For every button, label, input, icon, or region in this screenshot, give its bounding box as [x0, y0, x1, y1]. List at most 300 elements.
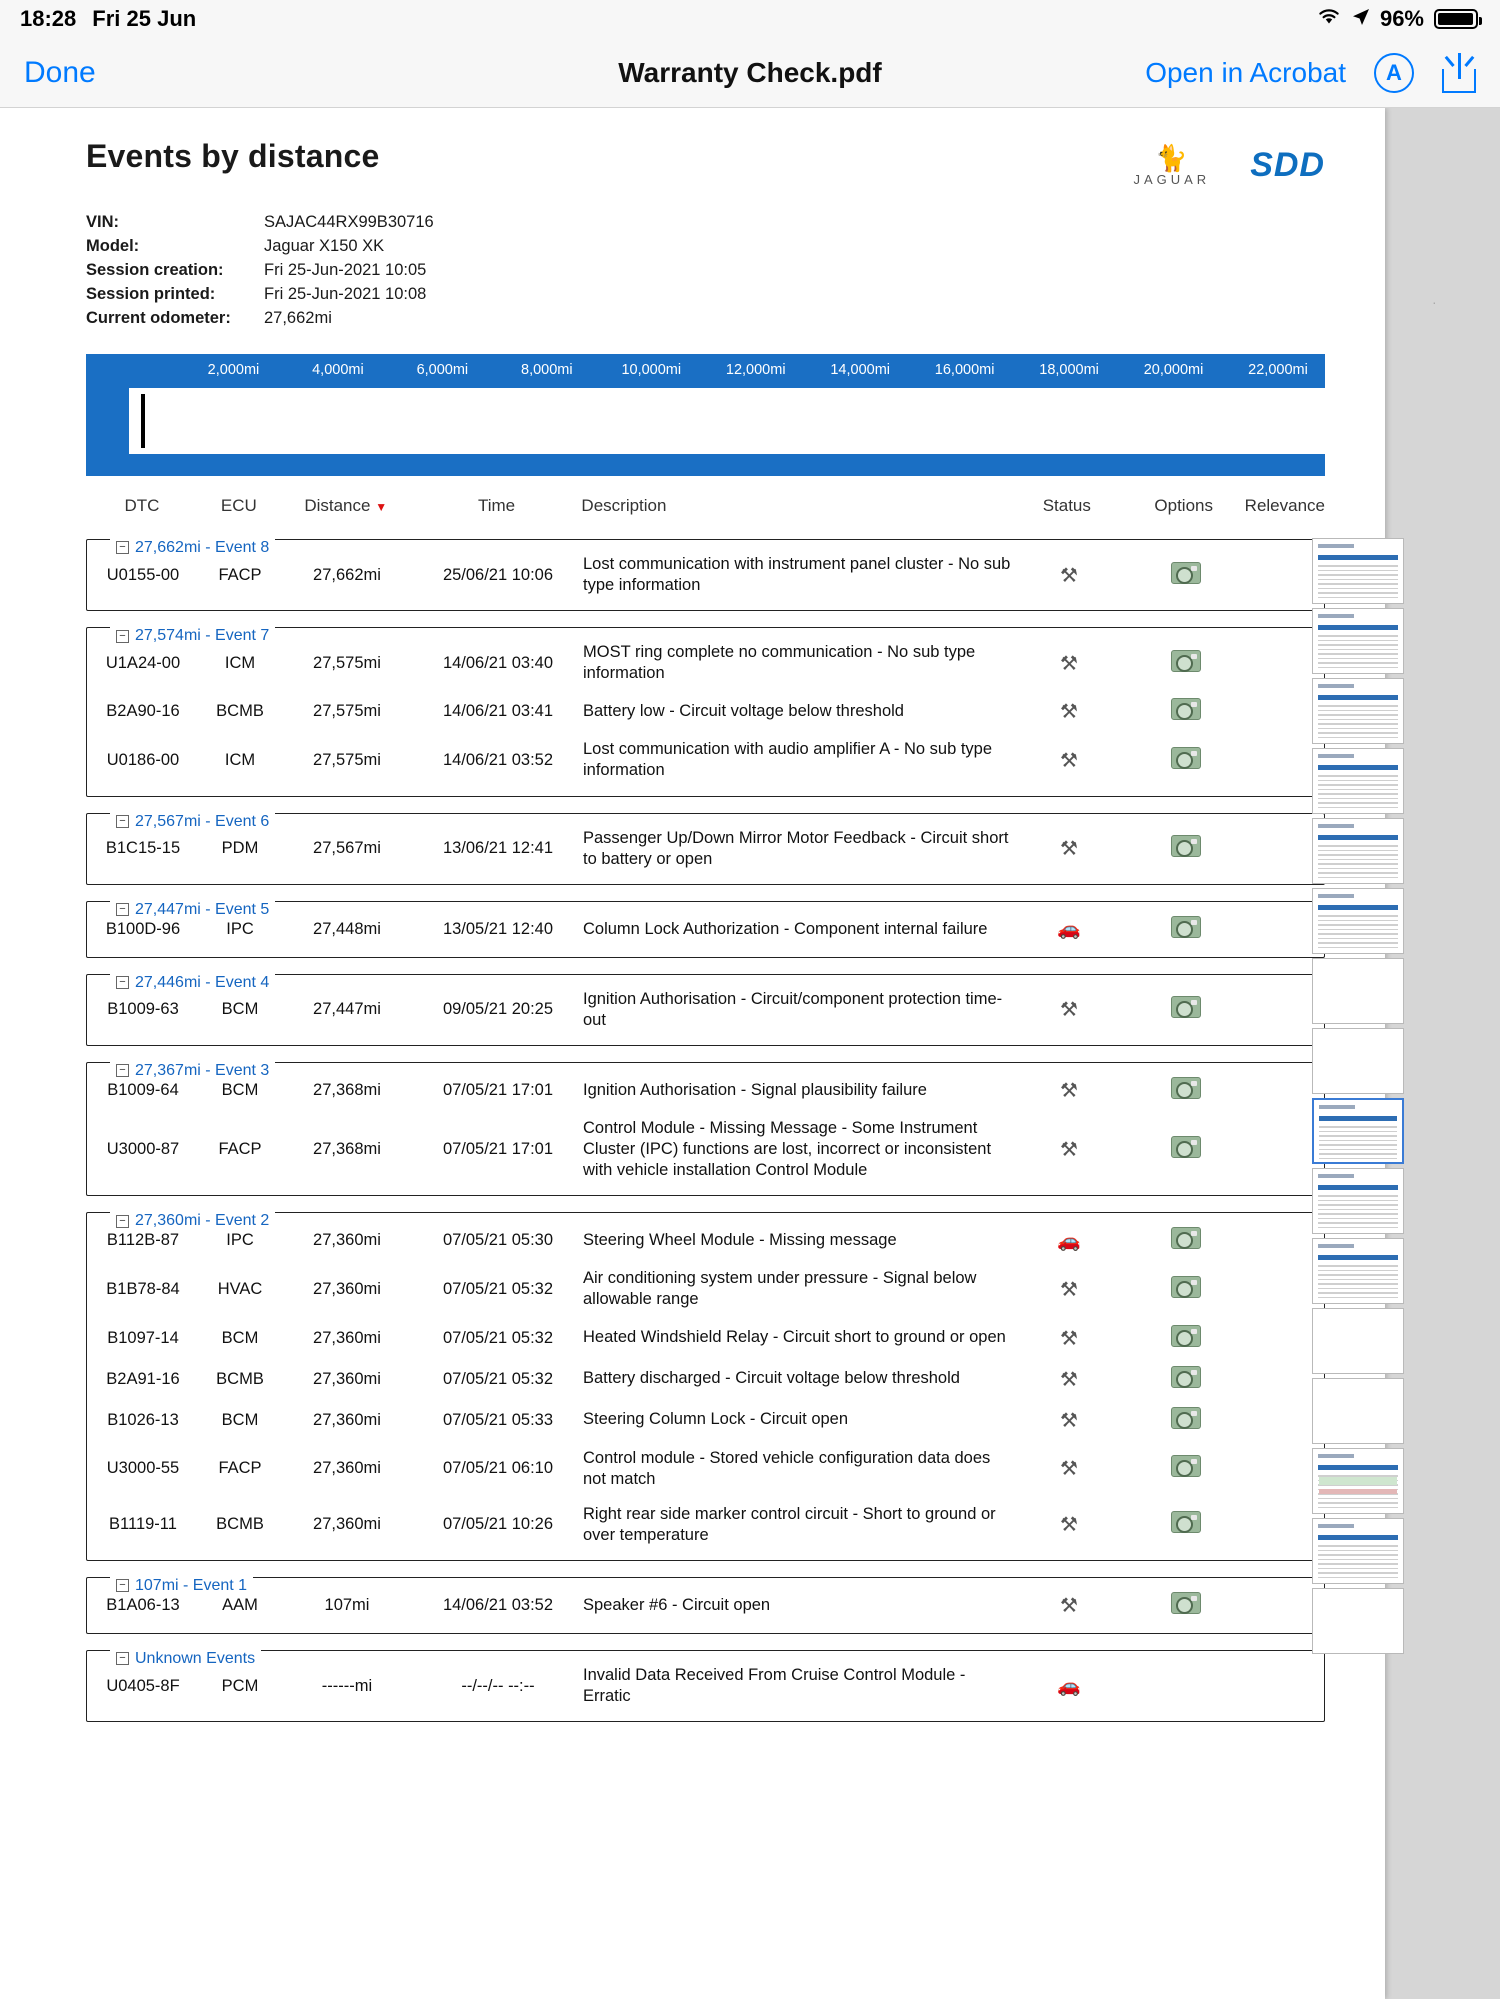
event-group-label: 27,360mi - Event 2	[135, 1212, 270, 1230]
meta-key: Session printed:	[86, 284, 216, 303]
cell-description: Battery discharged - Circuit voltage below threshold	[583, 1369, 960, 1388]
thumb-line	[1318, 924, 1398, 926]
thumb-line	[1318, 1270, 1398, 1272]
cell-dtc: B1009-64	[107, 1080, 179, 1099]
event-group-label: 107mi - Event 1	[135, 1576, 248, 1594]
scale-tick: 12,000mi	[725, 361, 786, 378]
cell-time: 07/05/21 05:30	[442, 1231, 554, 1250]
sort-descending-icon: ▼	[375, 499, 388, 514]
thumb-line	[1318, 1227, 1398, 1229]
thumb-band	[1319, 1116, 1397, 1121]
thumb-line	[1318, 920, 1398, 922]
event-group-header[interactable]	[110, 901, 275, 919]
col-ecu[interactable]: ECU	[220, 495, 257, 515]
cell-time: 14/06/21 03:52	[442, 1595, 554, 1614]
thumb-line	[1318, 583, 1398, 585]
cell-time: 14/06/21 03:41	[442, 702, 554, 721]
thumb-line	[1318, 662, 1398, 664]
event-group-label: 27,567mi - Event 6	[135, 812, 270, 830]
page-thumbnail[interactable]	[1312, 1518, 1404, 1584]
cell-distance: 27,567mi	[313, 839, 381, 858]
cell-dtc: U0186-00	[106, 750, 180, 769]
meta-value: Jaguar X150 XK	[264, 236, 385, 255]
wrench-icon[interactable]: ⚒	[1060, 701, 1078, 724]
thumb-line	[1319, 1140, 1397, 1142]
col-distance-label: Distance	[304, 495, 371, 515]
page-corner-mark-right: ·	[1432, 294, 1437, 310]
cell-ecu: HVAC	[217, 1279, 263, 1298]
event-group-header[interactable]	[110, 974, 275, 992]
cell-time: 07/05/21 10:26	[442, 1515, 554, 1534]
thumb-line	[1319, 1131, 1397, 1133]
cell-dtc: U1A24-00	[105, 653, 181, 672]
thumb-line	[1318, 723, 1398, 725]
thumb-line	[1318, 863, 1398, 865]
document-title: Warranty Check.pdf	[618, 56, 882, 88]
cell-dtc: U3000-55	[106, 1459, 180, 1478]
thumb-line	[1318, 570, 1398, 572]
thumb-header-bar	[1318, 894, 1354, 898]
meta-value: Fri 25-Jun-2021 10:08	[264, 284, 427, 303]
cell-time: 14/06/21 03:52	[442, 750, 554, 769]
cell-time: 07/05/21 17:01	[442, 1140, 554, 1159]
cell-ecu: ICM	[224, 653, 256, 672]
cell-distance: 27,360mi	[313, 1515, 381, 1534]
thumb-band	[1318, 695, 1398, 700]
col-distance[interactable]	[280, 480, 412, 530]
event-group-label: Unknown Events	[135, 1649, 256, 1667]
thumb-line	[1318, 1572, 1398, 1574]
thumb-line	[1318, 732, 1398, 734]
collapse-icon[interactable]: −	[116, 1215, 129, 1228]
jaguar-wordmark: JAGUAR	[1133, 171, 1211, 187]
cell-ecu: BCM	[221, 1080, 259, 1099]
thumb-line	[1318, 1279, 1398, 1281]
page-thumbnail[interactable]	[1312, 1308, 1404, 1374]
page-thumbnail[interactable]	[1312, 888, 1404, 954]
thumb-line	[1318, 565, 1398, 567]
thumb-line	[1318, 877, 1398, 879]
jaguar-leaper-icon: 🐈	[1155, 143, 1189, 173]
thumb-line	[1318, 784, 1398, 786]
open-in-acrobat-button[interactable]: Open in Acrobat	[1145, 56, 1346, 88]
status-date: Fri 25 Jun	[92, 6, 197, 31]
cell-dtc: B1A06-13	[106, 1595, 180, 1614]
thumb-line	[1318, 1204, 1398, 1206]
thumb-line	[1318, 1577, 1398, 1579]
thumb-line	[1318, 588, 1398, 590]
cell-time: 07/05/21 17:01	[442, 1080, 554, 1099]
wrench-icon[interactable]: ⚒	[1060, 1458, 1078, 1481]
col-description[interactable]: Description	[581, 495, 667, 515]
cell-description: Invalid Data Received From Cruise Control Module - Erratic	[583, 1665, 966, 1706]
page-thumbnail[interactable]	[1312, 1098, 1404, 1164]
meta-key: VIN:	[86, 212, 119, 231]
page-thumbnail[interactable]	[1312, 608, 1404, 674]
thumb-line	[1318, 915, 1398, 917]
thumb-header-bar	[1319, 1105, 1355, 1109]
thumb-header-bar	[1318, 1524, 1354, 1528]
cell-time: 07/05/21 05:32	[442, 1279, 554, 1298]
cell-distance: ------mi	[321, 1676, 373, 1695]
thumb-line	[1318, 1554, 1398, 1556]
thumb-line	[1318, 1559, 1398, 1561]
page-thumbnail[interactable]	[1312, 1238, 1404, 1304]
thumb-band	[1318, 765, 1398, 770]
cell-time: 13/05/21 12:40	[442, 919, 554, 938]
wrench-icon[interactable]: ⚒	[1060, 999, 1078, 1022]
meta-value: Fri 25-Jun-2021 10:05	[264, 260, 427, 279]
thumb-band	[1318, 835, 1398, 840]
collapse-icon[interactable]: −	[116, 815, 129, 828]
meta-key: Model:	[86, 236, 140, 255]
cell-description: Heated Windshield Relay - Circuit short to ground or open	[583, 1328, 1006, 1347]
wrench-icon[interactable]: ⚒	[1060, 1278, 1078, 1301]
cell-description: Lost communication with audio amplifier A - No sub type information	[583, 740, 993, 780]
cell-time: 07/05/21 05:32	[442, 1328, 554, 1347]
thumb-line	[1318, 854, 1398, 856]
event-group-label: 27,574mi - Event 7	[135, 627, 270, 645]
wrench-icon[interactable]: ⚒	[1060, 1327, 1078, 1350]
thumb-highlight	[1319, 1477, 1397, 1485]
thumb-line	[1318, 798, 1398, 800]
wrench-icon[interactable]: ⚒	[1060, 1594, 1078, 1617]
vehicle-icon[interactable]: 🚗	[1057, 1230, 1081, 1252]
done-button[interactable]: Done	[24, 55, 96, 89]
page-thumbnail[interactable]	[1312, 1588, 1404, 1654]
cell-dtc: U0405-8F	[106, 1676, 180, 1695]
col-relevance[interactable]: Relevance	[1244, 495, 1325, 515]
cell-dtc: B1026-13	[107, 1410, 179, 1429]
thumb-line	[1319, 1158, 1397, 1160]
cell-description: Ignition Authorisation - Circuit/component protection time-out	[583, 989, 1003, 1029]
scale-tick: 8,000mi	[521, 361, 573, 378]
timeline-marker	[141, 394, 145, 448]
meta-value: SAJAC44RX99B30716	[264, 212, 434, 231]
thumb-line	[1318, 653, 1398, 655]
event-group-header[interactable]	[110, 627, 275, 645]
cell-time: 07/05/21 05:33	[442, 1410, 554, 1429]
thumb-line	[1318, 574, 1398, 576]
thumb-header-bar	[1318, 824, 1354, 828]
cell-dtc: B2A91-16	[106, 1369, 180, 1388]
cell-distance: 27,575mi	[313, 702, 381, 721]
cell-dtc: B1097-14	[107, 1328, 179, 1347]
cell-distance: 27,360mi	[313, 1231, 381, 1250]
pdf-viewer[interactable]	[0, 108, 1500, 1999]
cell-ecu: BCMB	[216, 702, 264, 721]
thumb-line	[1318, 710, 1398, 712]
cell-ecu: IPC	[226, 919, 254, 938]
wrench-icon[interactable]: ⚒	[1060, 1368, 1078, 1391]
event-group-header[interactable]	[110, 1062, 275, 1080]
thumb-line	[1318, 1545, 1398, 1547]
page-thumbnail[interactable]	[1312, 538, 1404, 604]
cell-ecu: BCM	[221, 1410, 259, 1429]
thumb-line	[1318, 1288, 1398, 1290]
status-time: 18:28	[20, 6, 77, 31]
collapse-icon[interactable]: −	[116, 903, 129, 916]
collapse-icon[interactable]: −	[116, 1064, 129, 1077]
page-thumbnail[interactable]	[1312, 678, 1404, 744]
wrench-icon[interactable]: ⚒	[1060, 838, 1078, 861]
thumb-line	[1318, 933, 1398, 935]
thumb-header-bar	[1318, 754, 1354, 758]
cell-distance: 27,447mi	[313, 1000, 381, 1019]
event-group-header[interactable]	[110, 1650, 261, 1668]
cell-time: 07/05/21 06:10	[442, 1459, 554, 1478]
thumb-line	[1319, 1153, 1397, 1155]
col-dtc[interactable]: DTC	[124, 495, 160, 515]
wrench-icon[interactable]: ⚒	[1060, 652, 1078, 675]
wrench-icon[interactable]: ⚒	[1060, 1079, 1078, 1102]
wifi-icon	[1316, 6, 1342, 32]
thumb-header-bar	[1318, 1174, 1354, 1178]
col-options[interactable]: Options	[1154, 495, 1213, 515]
thumb-line	[1318, 597, 1398, 599]
scale-tick: 4,000mi	[312, 361, 364, 378]
thumb-line	[1318, 649, 1398, 651]
thumb-line	[1318, 789, 1398, 791]
thumb-band	[1318, 1185, 1398, 1190]
thumb-header-bar	[1318, 544, 1354, 548]
cell-distance: 27,368mi	[313, 1140, 381, 1159]
cell-dtc: U3000-87	[106, 1140, 180, 1159]
thumb-line	[1318, 1265, 1398, 1267]
thumb-header-bar	[1318, 1454, 1354, 1458]
thumb-line	[1318, 1218, 1398, 1220]
scale-tick: 20,000mi	[1143, 361, 1204, 378]
cell-distance: 27,360mi	[313, 1328, 381, 1347]
thumb-line	[1318, 850, 1398, 852]
thumb-line	[1318, 780, 1398, 782]
thumb-line	[1319, 1149, 1397, 1151]
col-status[interactable]: Status	[1042, 495, 1091, 515]
page-thumbnail[interactable]	[1312, 1448, 1404, 1514]
thumb-line	[1318, 859, 1398, 861]
cell-description: Ignition Authorisation - Signal plausibility failure	[583, 1080, 927, 1099]
thumb-line	[1318, 793, 1398, 795]
cell-dtc: B100D-96	[105, 919, 181, 938]
thumb-line	[1318, 1209, 1398, 1211]
thumb-line	[1318, 640, 1398, 642]
cell-description: MOST ring complete no communication - No sub type information	[583, 643, 976, 683]
thumb-line	[1318, 1498, 1398, 1500]
cell-distance: 107mi	[324, 1595, 370, 1614]
cell-dtc: B112B-87	[106, 1231, 180, 1250]
thumb-line	[1318, 1292, 1398, 1294]
cell-time: 13/06/21 12:41	[442, 839, 554, 858]
cell-ecu: PDM	[221, 839, 259, 858]
cell-time: --/--/-- --:--	[461, 1676, 535, 1695]
cell-time: 09/05/21 20:25	[442, 1000, 554, 1019]
collapse-icon[interactable]: −	[116, 976, 129, 989]
scale-tick: 10,000mi	[621, 361, 682, 378]
thumb-line	[1318, 929, 1398, 931]
thumb-band	[1318, 905, 1398, 910]
scale-tick: 22,000mi	[1248, 361, 1308, 378]
col-time[interactable]: Time	[477, 495, 516, 515]
cell-dtc: B1119-11	[109, 1515, 177, 1534]
cell-distance: 27,368mi	[313, 1080, 381, 1099]
scale-tick: 6,000mi	[416, 361, 469, 378]
event-group-label: 27,662mi - Event 8	[135, 538, 270, 556]
thumb-line	[1318, 1195, 1398, 1197]
event-group-header[interactable]	[110, 813, 275, 831]
page-thumbnail-strip[interactable]	[1020, 108, 1500, 1999]
thumb-line	[1318, 1550, 1398, 1552]
collapse-icon[interactable]: −	[116, 630, 129, 643]
thumb-line	[1318, 868, 1398, 870]
cell-ecu: BCMB	[216, 1515, 264, 1534]
wrench-icon[interactable]: ⚒	[1060, 564, 1078, 587]
thumb-band	[1318, 1255, 1398, 1260]
cell-description: Control module - Stored vehicle configuration data does not match	[583, 1448, 991, 1488]
cell-ecu: BCMB	[216, 1369, 264, 1388]
cell-description: Air conditioning system under pressure - Signal below allowable range	[583, 1269, 977, 1309]
thumb-line	[1318, 802, 1398, 804]
battery-icon	[1434, 9, 1478, 29]
cell-time: 14/06/21 03:40	[442, 653, 554, 672]
thumb-line	[1318, 1507, 1398, 1509]
cell-description: Battery low - Circuit voltage below threshold	[583, 702, 904, 721]
wrench-icon[interactable]: ⚒	[1060, 1514, 1078, 1537]
thumb-line	[1318, 579, 1398, 581]
cell-distance: 27,360mi	[313, 1410, 381, 1429]
cell-description: Control Module - Missing Message - Some Instrument Cluster (IPC) functions are lost, incorrect or inconsistent with vehicle installation Control Module	[583, 1118, 992, 1180]
vehicle-icon[interactable]: 🚗	[1057, 1676, 1081, 1698]
ios-status-bar	[0, 0, 1500, 38]
thumb-line	[1318, 705, 1398, 707]
meta-key: Session creation:	[86, 260, 224, 279]
thumb-line	[1319, 1144, 1397, 1146]
thumb-band	[1318, 625, 1398, 630]
event-group-label: 27,446mi - Event 4	[135, 973, 270, 991]
cell-distance: 27,360mi	[313, 1459, 381, 1478]
cell-distance: 27,662mi	[313, 565, 381, 584]
thumb-line	[1318, 1568, 1398, 1570]
thumb-line	[1318, 644, 1398, 646]
cell-ecu: BCM	[221, 1000, 259, 1019]
page-thumbnail[interactable]	[1312, 1378, 1404, 1444]
thumb-line	[1318, 947, 1398, 949]
cell-distance: 27,448mi	[313, 919, 381, 938]
thumb-band	[1318, 1465, 1398, 1470]
location-arrow-icon	[1352, 6, 1370, 32]
cell-dtc: B1009-63	[107, 1000, 179, 1019]
page-thumbnail[interactable]	[1312, 748, 1404, 814]
collapse-icon[interactable]: −	[116, 541, 129, 554]
cell-time: 07/05/21 05:32	[442, 1369, 554, 1388]
cell-dtc: U0155-00	[106, 565, 180, 584]
thumb-line	[1318, 1213, 1398, 1215]
cell-time: 25/06/21 10:06	[442, 565, 554, 584]
page-thumbnail[interactable]	[1312, 958, 1404, 1024]
thumb-line	[1318, 942, 1398, 944]
thumb-line	[1318, 938, 1398, 940]
thumb-line	[1318, 775, 1398, 777]
cell-ecu: BCM	[221, 1328, 259, 1347]
cell-description: Passenger Up/Down Mirror Motor Feedback - Circuit short to battery or open	[583, 828, 1009, 868]
thumb-line	[1318, 1200, 1398, 1202]
page-thumbnail[interactable]	[1312, 1028, 1404, 1094]
cell-ecu: ICM	[224, 750, 256, 769]
cell-ecu: AAM	[222, 1595, 258, 1614]
cell-ecu: FACP	[218, 1459, 262, 1478]
scale-tick: 16,000mi	[934, 361, 995, 378]
share-icon[interactable]	[1442, 53, 1476, 93]
meta-key: Current odometer:	[86, 308, 231, 327]
thumb-header-bar	[1318, 614, 1354, 618]
page-thumbnail[interactable]	[1312, 1168, 1404, 1234]
cell-distance: 27,575mi	[313, 750, 381, 769]
thumb-header-bar	[1318, 684, 1354, 688]
cell-ecu: PCM	[221, 1676, 259, 1695]
cell-description: Right rear side marker control circuit - Short to ground or over temperature	[583, 1504, 996, 1544]
vehicle-icon[interactable]: 🚗	[1057, 919, 1081, 941]
thumb-line	[1318, 1297, 1398, 1299]
scale-tick: 14,000mi	[830, 361, 890, 378]
cell-dtc: B2A90-16	[106, 702, 180, 721]
thumb-line	[1318, 667, 1398, 669]
thumb-line	[1318, 714, 1398, 716]
thumb-line	[1318, 845, 1398, 847]
thumb-line	[1318, 1563, 1398, 1565]
thumb-line	[1319, 1126, 1397, 1128]
cell-description: Lost communication with instrument panel cluster - No sub type information	[583, 554, 1011, 594]
thumb-line	[1318, 719, 1398, 721]
event-group-header[interactable]	[110, 1577, 253, 1595]
thumb-line	[1318, 1283, 1398, 1285]
wrench-icon[interactable]: ⚒	[1060, 749, 1078, 772]
meta-value: 27,662mi	[264, 308, 332, 327]
cell-description: Steering Column Lock - Circuit open	[583, 1410, 849, 1429]
event-group-header[interactable]	[110, 1212, 275, 1230]
cell-distance: 27,360mi	[313, 1279, 381, 1298]
cell-ecu: FACP	[218, 565, 262, 584]
report-title: Events by distance	[86, 138, 380, 174]
event-group-header[interactable]	[110, 539, 275, 557]
thumb-line	[1318, 807, 1398, 809]
thumb-line	[1318, 1274, 1398, 1276]
thumb-line	[1318, 1222, 1398, 1224]
collapse-icon[interactable]: −	[116, 1579, 129, 1592]
cell-description: Steering Wheel Module - Missing message	[583, 1231, 897, 1250]
thumb-line	[1318, 658, 1398, 660]
wrench-icon[interactable]: ⚒	[1060, 1409, 1078, 1432]
cell-dtc: B1C15-15	[105, 839, 181, 858]
cell-description: Speaker #6 - Circuit open	[583, 1595, 771, 1614]
cell-ecu: FACP	[218, 1140, 262, 1159]
collapse-icon[interactable]: −	[116, 1652, 129, 1665]
thumb-highlight	[1319, 1489, 1397, 1494]
thumb-line	[1318, 872, 1398, 874]
thumb-line	[1319, 1135, 1397, 1137]
cell-distance: 27,360mi	[313, 1369, 381, 1388]
page-thumbnail[interactable]	[1312, 818, 1404, 884]
cell-ecu: IPC	[226, 1231, 254, 1250]
cell-dtc: B1B78-84	[106, 1279, 180, 1298]
scale-tick: 2,000mi	[207, 361, 260, 378]
battery-percent: 96%	[1379, 6, 1424, 31]
acrobat-icon[interactable]: A	[1374, 53, 1414, 93]
thumb-line	[1318, 592, 1398, 594]
event-group-label: 27,447mi - Event 5	[135, 900, 270, 918]
cell-description: Column Lock Authorization - Component internal failure	[583, 919, 988, 938]
wrench-icon[interactable]: ⚒	[1060, 1139, 1078, 1162]
pdf-viewer-toolbar	[0, 38, 1500, 108]
thumb-band	[1318, 555, 1398, 560]
